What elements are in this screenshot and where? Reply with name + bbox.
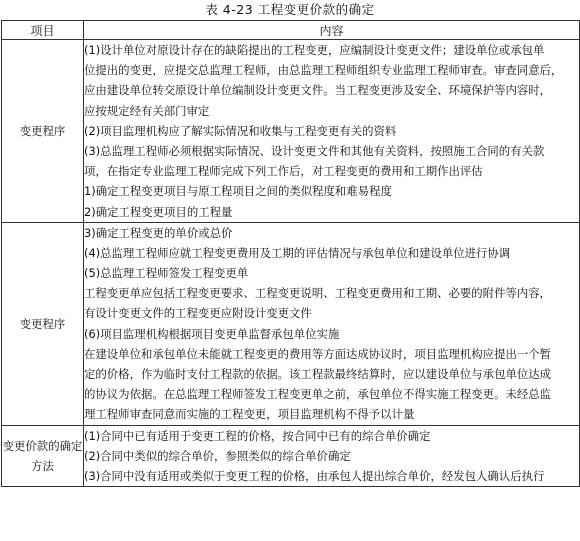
content-line: (5)总监理工程师签发工程变更单	[84, 266, 249, 281]
table-row	[2, 40, 580, 223]
header-content: 内容	[84, 21, 580, 40]
table-row	[2, 222, 580, 425]
row-item: 变更价款的确定方法	[2, 425, 84, 487]
row-item: 变更程序	[2, 40, 84, 223]
content-line: 理工程师审查同意而实施的工程变更，项目监理机构不得予以计量	[84, 407, 415, 422]
content-line: 应由建设单位转交原设计单位编制设计变更文件。当工程变更涉及安全、环境保护等内容时，	[84, 83, 552, 98]
content-line: 3)确定工程变更的单价或总价	[84, 225, 233, 240]
row-content	[84, 40, 580, 223]
content-line: 应按规定经有关部门审定	[84, 103, 210, 118]
row-content	[84, 425, 580, 487]
content-line: 定的价格，作为临时支付工程款的依据。该工程款最终结算时，应以建设单位与承包单位达成	[84, 367, 552, 381]
table-row	[2, 425, 580, 487]
header-row	[2, 21, 580, 40]
content-line: 在建设单位和承包单位未能就工程变更的费用等方面达成协议时，项目监理机构应提出一个暂	[84, 346, 552, 361]
content-line: 的协议为依据。在总监理工程师签发工程变更单之前，承包单位不得实施工程变更。未经总监	[84, 387, 552, 402]
content-line: 工程变更单应包括工程变更要求、工程变更说明、工程变更费用和工期、必要的附件等内容，	[84, 286, 552, 301]
row-item: 变更程序	[2, 222, 84, 425]
content-line: 位提出的变更，应提交总监理工程师，由总监理工程师组织专业监理工程师审查。审查同意后，	[84, 63, 563, 78]
content-line: (3)合同中没有适用或类似于变更工程的价格，由承包人提出综合单价，经发包人确认后执行	[84, 468, 545, 483]
table-caption: 表 4-23 工程变更价款的确定	[205, 2, 375, 17]
content-line: (1)合同中已有适用于变更工程的价格，按合同中已有的综合单价确定	[84, 428, 431, 443]
content-line: (1)设计单位对原设计存在的缺陷提出的工程变更，应编制设计变更文件；建设单位或承包单	[84, 43, 545, 57]
content-line: 2)确定工程变更项目的工程量	[84, 204, 233, 219]
content-line: (2)项目监理机构应了解实际情况和收集与工程变更有关的资料	[84, 123, 397, 138]
content-line: (4)总监理工程师应就工程变更费用及工期的评估情况与承包单位和建设单位进行协调	[84, 245, 511, 260]
header-item: 项目	[2, 21, 84, 40]
content-line: (3)总监理工程师必须根据实际情况、设计变更文件和其他有关资料，按照施工合同的有关款	[84, 143, 545, 158]
content-line: 项，在指定专业监理工程师完成下列工作后，对工程变更的费用和工期作出评估	[84, 164, 483, 179]
content-line: 1)确定工程变更项目与原工程项目之间的类似程度和难易程度	[84, 184, 392, 199]
content-line: 有设计变更文件的工程变更应附设计变更文件	[84, 306, 312, 321]
content-line: (6)项目监理机构根据项目变更单监督承包单位实施	[84, 326, 340, 341]
content-line: (2)合同中类似的综合单价，参照类似的综合单价确定	[84, 448, 351, 463]
row-content	[84, 222, 580, 425]
price-change-table	[1, 20, 580, 487]
